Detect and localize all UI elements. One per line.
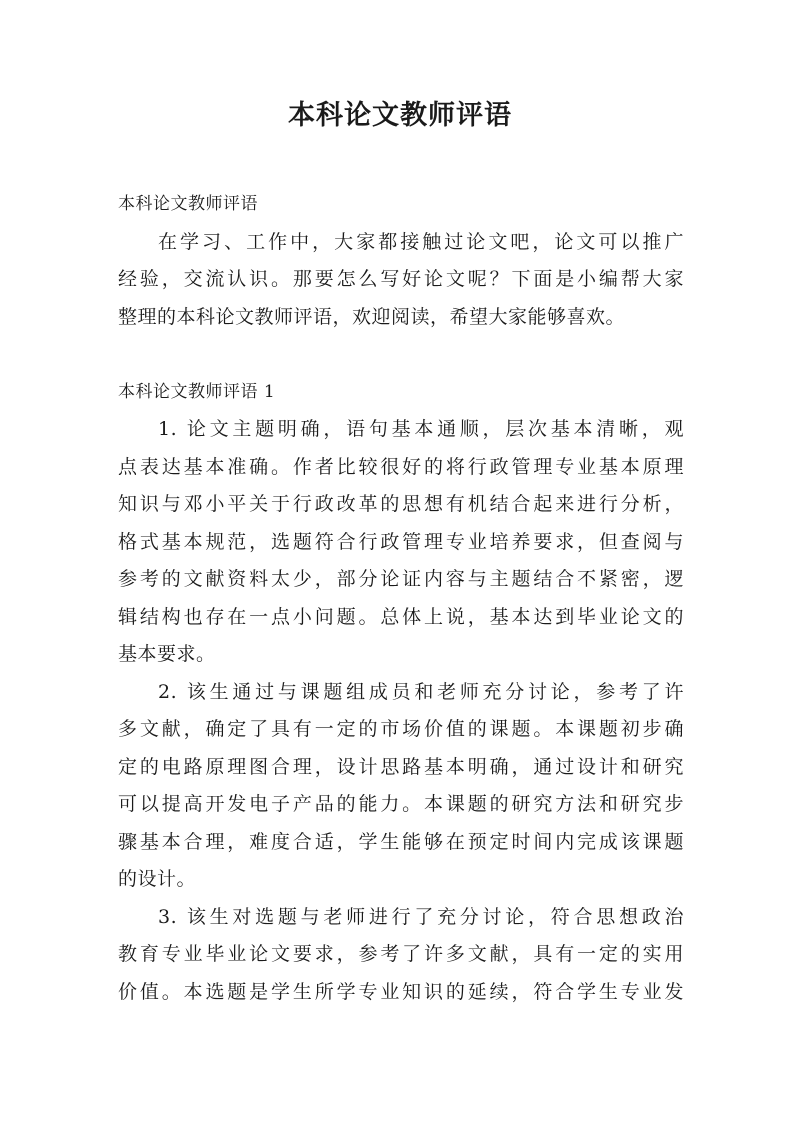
intro-line: 在学习、工作中，大家都接触过论文吧，论文可以推广 xyxy=(158,230,684,253)
comment-1-line: 格式基本规范，选题符合行政管理专业培养要求，但查阅与 xyxy=(118,530,684,553)
comment-1-line: 点表达基本准确。作者比较很好的将行政管理专业基本原理 xyxy=(118,455,684,478)
comment-1-line: 知识与邓小平关于行政改革的思想有机结合起来进行分析， xyxy=(118,493,684,515)
comment-2-line: 定的电路原理图合理，设计思路基本明确，通过设计和研究 xyxy=(118,755,684,778)
comment-2-line: 可以提高开发电子产品的能力。本课题的研究方法和研究步 xyxy=(118,793,684,815)
comment-1-line: 1. 论文主题明确，语句基本通顺，层次基本清晰，观 xyxy=(158,418,684,440)
comment-3-line: 价值。本选题是学生所学专业知识的延续，符合学生专业发 xyxy=(118,980,684,1003)
comment-2-line: 的设计。 xyxy=(118,868,197,890)
intro-line: 整理的本科论文教师评语，欢迎阅读，希望大家能够喜欢。 xyxy=(118,305,626,328)
section-heading: 本科论文教师评语 1 xyxy=(118,381,276,402)
comment-1-line: 参考的文献资料太少，部分论证内容与主题结合不紧密，逻 xyxy=(118,568,684,590)
comment-3-line: 教育专业毕业论文要求，参考了许多文献，具有一定的实用 xyxy=(118,943,684,965)
comment-1-line: 基本要求。 xyxy=(118,643,216,665)
intro-heading: 本科论文教师评语 xyxy=(118,194,258,214)
document-title: 本科论文教师评语 xyxy=(288,100,512,131)
comment-2-line: 骤基本合理，难度合适，学生能够在预定时间内完成该课题 xyxy=(118,830,684,853)
paragraph-gap xyxy=(118,336,684,374)
intro-line: 经验，交流认识。那要怎么写好论文呢？下面是小编帮大家 xyxy=(118,268,684,290)
document-body xyxy=(118,186,684,1011)
comment-2-line: 2. 该生通过与课题组成员和老师充分讨论，参考了许 xyxy=(158,680,684,703)
comment-3-line: 3. 该生对选题与老师进行了充分讨论，符合思想政治 xyxy=(158,905,684,928)
comment-2-line: 多文献，确定了具有一定的市场价值的课题。本课题初步确 xyxy=(118,718,684,740)
comment-1-line: 辑结构也存在一点小问题。总体上说，基本达到毕业论文的 xyxy=(118,605,684,628)
